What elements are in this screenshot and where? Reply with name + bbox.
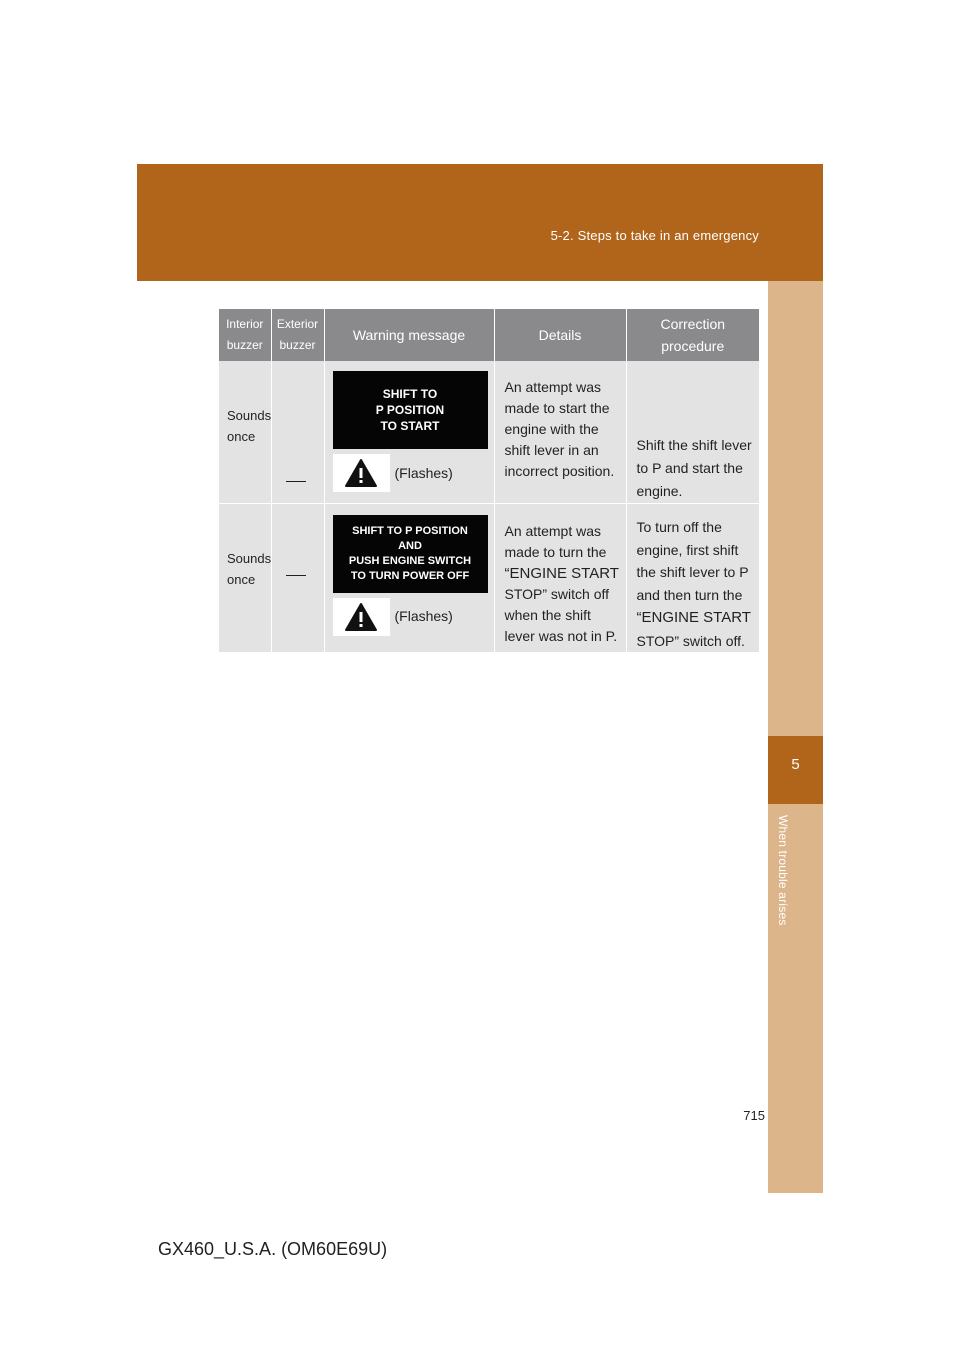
details-cell: An attempt was made to turn the “ENGINE START STOP” switch off when the shift lever was not in P. (494, 504, 626, 653)
correction-cell: Shift the shift lever to P and start the engine. (626, 361, 759, 504)
chapter-tab (768, 736, 823, 804)
section-header-band (137, 164, 823, 281)
interior-buzzer-cell: Sounds once (219, 504, 271, 653)
col-warning-message: Warning message (324, 309, 494, 361)
page-number: 715 (743, 1108, 765, 1123)
exterior-buzzer-cell (271, 504, 324, 653)
col-correction: Correction procedure (626, 309, 759, 361)
exterior-buzzer-cell (271, 361, 324, 504)
interior-buzzer-cell: Sounds once (219, 361, 271, 504)
col-exterior-buzzer: Exterior buzzer (271, 309, 324, 361)
display-screen: SHIFT TO P POSITION TO START (333, 371, 488, 449)
section-title: 5-2. Steps to take in an emergency (550, 228, 759, 243)
chapter-side-strip (768, 281, 823, 1193)
warning-message-cell (324, 504, 494, 653)
warning-triangle-icon (333, 598, 390, 636)
exterior-buzzer-dash (286, 481, 306, 482)
display-screen: SHIFT TO P POSITION AND PUSH ENGINE SWITCH TO TURN POWER OFF (333, 515, 488, 593)
col-details: Details (494, 309, 626, 361)
correction-cell: To turn off the engine, first shift the shift lever to P and then turn the “ENGINE START STOP” switch off. (626, 504, 759, 653)
chapter-label: When trouble arises (776, 815, 790, 926)
table-row (219, 504, 759, 653)
warning-message-cell (324, 361, 494, 504)
warning-table (219, 309, 759, 653)
chapter-number: 5 (791, 756, 800, 773)
table-row (219, 361, 759, 504)
exterior-buzzer-dash (286, 575, 306, 576)
table-header-row (219, 309, 759, 361)
flashes-label: (Flashes) (394, 465, 453, 481)
details-cell: An attempt was made to start the engine with the shift lever in an incorrect position. (494, 361, 626, 504)
flashes-label: (Flashes) (394, 608, 453, 624)
warning-triangle-icon (333, 454, 390, 492)
document-code: GX460_U.S.A. (OM60E69U) (158, 1239, 388, 1259)
col-interior-buzzer: Interior buzzer (219, 309, 271, 361)
